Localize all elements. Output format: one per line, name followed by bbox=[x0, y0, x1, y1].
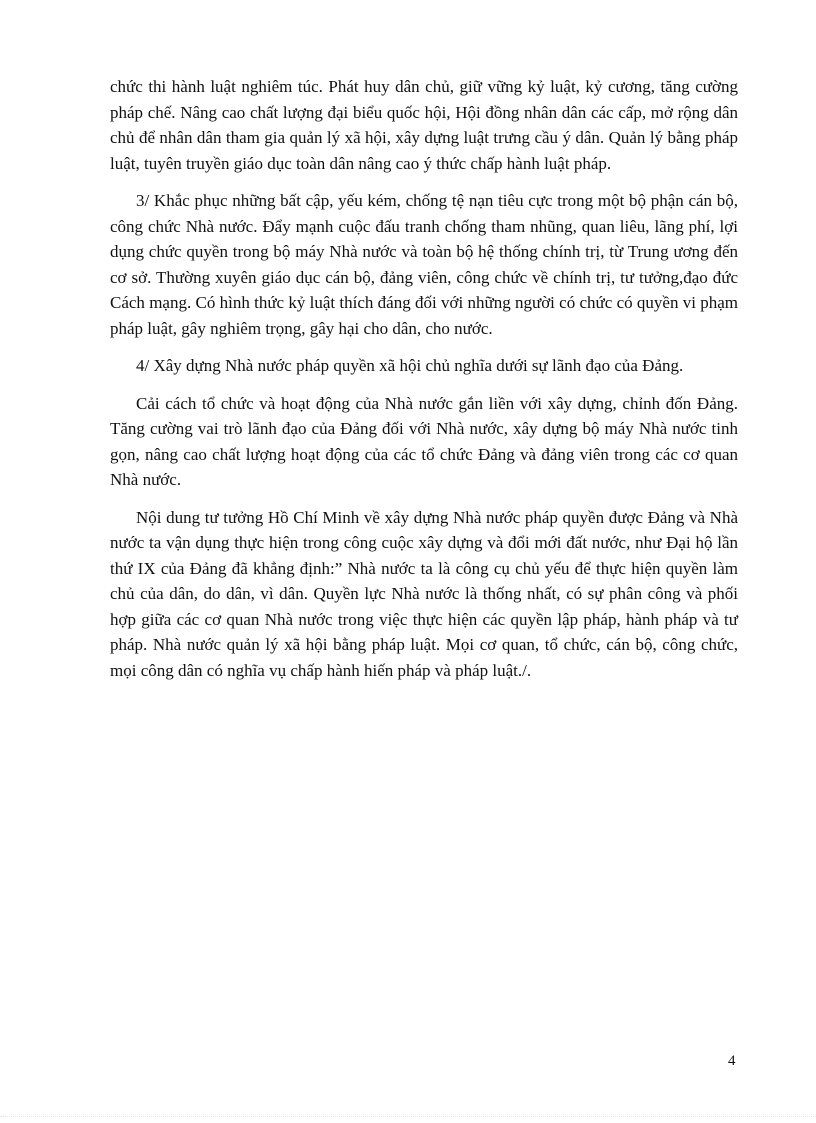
paragraph-conclusion: Nội dung tư tưởng Hồ Chí Minh về xây dựng Nhà nước pháp quyền được Đảng và Nhà nước ta vận dụng thực hiện trong công cuộc xây dựng và đổi mới đất nước, như Đại hộ lần thứ IX của Đảng đã khẳng định:” Nhà nước ta là công cụ chủ yếu để thực hiện quyền làm chủ của dân, do dân, vì dân. Quyền lực Nhà nước là thống nhất, có sự phân công và phối hợp giữa các cơ quan Nhà nước trong việc thực hiện các quyền lập pháp, hành pháp và tư pháp. Nhà nước quản lý xã hội bằng pháp luật. Mọi cơ quan, tổ chức, cán bộ, công chức, mọi công dân có nghĩa vụ chấp hành hiến pháp và pháp luật./. bbox=[110, 507, 738, 680]
paragraph-continuation: chức thi hành luật nghiêm túc. Phát huy dân chủ, giữ vững kỷ luật, kỷ cương, tăng cường pháp chế. Nâng cao chất lượng đại biểu quốc hội, Hội đồng nhân dân các cấp, mở rộng dân chủ để nhân dân tham gia quản lý xã hội, xây dựng luật trưng cầu ý dân. Quản lý bằng pháp luật, tuyên truyền giáo dục toàn dân nâng cao ý thức chấp hành luật pháp. bbox=[110, 77, 738, 173]
paragraph-reform: Cải cách tổ chức và hoạt động của Nhà nước gắn liền với xây dựng, chỉnh đốn Đảng. Tăng cường vai trò lãnh đạo của Đảng đối với Nhà nước, xây dựng bộ máy Nhà nước tinh gọn, nâng cao chất lượng hoạt động của các tổ chức Đảng và đảng viên trong các cơ quan Nhà nước. bbox=[110, 393, 738, 489]
page-bottom-divider bbox=[0, 1116, 816, 1117]
document-body bbox=[110, 74, 738, 695]
page-number: 4 bbox=[728, 1053, 736, 1069]
paragraph-item-3: 3/ Khắc phục những bất cập, yếu kém, chống tệ nạn tiêu cực trong một bộ phận cán bộ, công chức Nhà nước. Đẩy mạnh cuộc đấu tranh chống tham nhũng, quan liêu, lãng phí, lợi dụng chức quyền trong bộ máy Nhà nước và toàn bộ hệ thống chính trị, từ Trung ương đến cơ sở. Thường xuyên giáo dục cán bộ, đảng viên, công chức về chính trị, tư tưởng,đạo đức Cách mạng. Có hình thức kỷ luật thích đáng đối với những người có chức có quyền vi phạm pháp luật, gây nghiêm trọng, gây hại cho dân, cho nước. bbox=[110, 191, 738, 338]
paragraph-item-4-heading: 4/ Xây dựng Nhà nước pháp quyền xã hội chủ nghĩa dưới sự lãnh đạo của Đảng. bbox=[136, 356, 684, 375]
